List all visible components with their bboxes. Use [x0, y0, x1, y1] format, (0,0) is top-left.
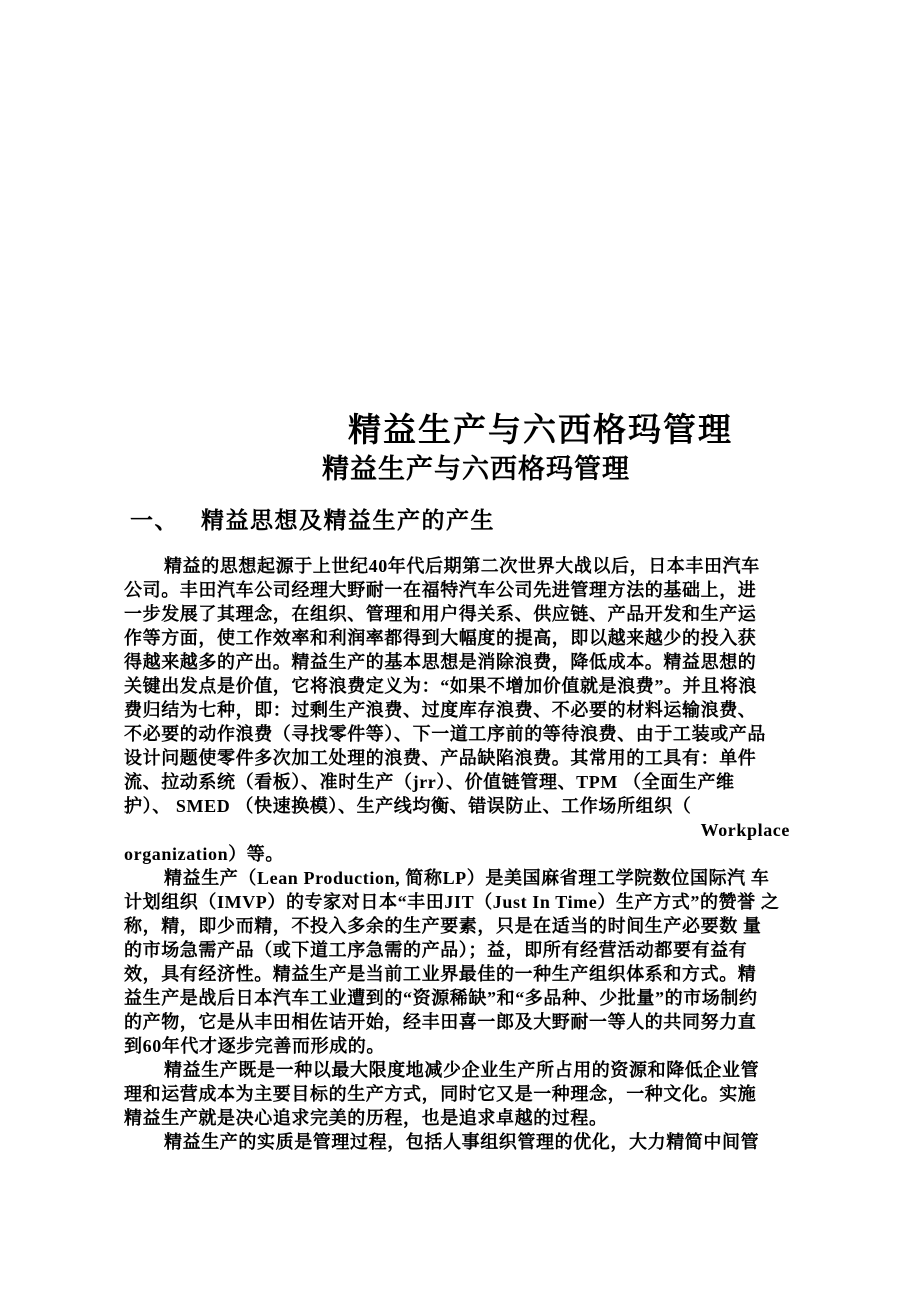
body-line: 护）、 SMED （快速换模）、生产线均衡、错误防止、工作场所组织（	[124, 796, 692, 816]
body-line: 费归结为七种，即：过剩生产浪费、过度库存浪费、不必要的材料运输浪费、	[124, 700, 757, 720]
body-line: 得越来越多的产出。精益生产的基本思想是消除浪费，降低成本。精益思想的	[124, 652, 757, 672]
body-line: 关键出发点是价值，它将浪费定义为：“如果不增加价值就是浪费”。并且将浪	[124, 676, 757, 696]
body-line: Workplace	[700, 820, 790, 840]
body-line: 计划组织（IMVP）的专家对日本“丰田JIT（Just In Time）生产方式”的赞誉 之	[124, 892, 780, 912]
document-body	[124, 554, 790, 1154]
body-line: 精益生产就是决心追求完美的历程，也是追求卓越的过程。	[124, 1108, 608, 1128]
body-line: 精益生产既是一种以最大限度地减少企业生产所占用的资源和降低企业管	[164, 1060, 760, 1080]
body-line: 的市场急需产品（或下道工序急需的产品）；益，即所有经营活动都要有益有	[124, 940, 748, 960]
document-subtitle: 精益生产与六西格玛管理	[322, 454, 630, 484]
body-line: 设计问题使零件多次加工处理的浪费、产品缺陷浪费。其常用的工具有：单件	[124, 748, 757, 768]
body-line: 的产物，它是从丰田相佐诘开始，经丰田喜一郎及大野耐一等人的共同努力直	[124, 1012, 757, 1032]
section-heading-number: 一、	[130, 508, 179, 533]
body-line: 公司。丰田汽车公司经理大野耐一在福特汽车公司先进管理方法的基础上，进	[124, 580, 757, 600]
body-line: 称，精，即少而精，不投入多余的生产要素，只是在适当的时间生产必要数 量	[124, 916, 762, 936]
body-line: 到60年代才逐步完善而形成的。	[124, 1036, 385, 1056]
body-line: 流、拉动系统（看板）、准时生产（jrr）、价值链管理、TPM （全面生产维	[124, 772, 735, 792]
body-line: 精益生产的实质是管理过程，包括人事组织管理的优化，大力精简中间管	[164, 1132, 760, 1152]
document-title: 精益生产与六西格玛管理	[348, 413, 733, 449]
body-line: organization）等。	[124, 844, 284, 864]
section-heading	[130, 506, 495, 536]
section-heading-text: 精益思想及精益生产的产生	[201, 508, 495, 533]
body-line: 益生产是战后日本汽车工业遭到的“资源稀缺”和“多品种、少批量”的市场制约	[124, 988, 758, 1008]
body-line: 不必要的动作浪费（寻找零件等）、下一道工序前的等待浪费、由于工装或产品	[124, 724, 766, 744]
body-line: 精益的思想起源于上世纪40年代后期第二次世界大战以后，日本丰田汽车	[164, 556, 760, 576]
body-line: 效，具有经济性。精益生产是当前工业界最佳的一种生产组织体系和方式。精	[124, 964, 757, 984]
body-line: 一步发展了其理念，在组织、管理和用户得关系、供应链、产品开发和生产运	[124, 604, 757, 624]
body-line: 理和运营成本为主要目标的生产方式，同时它又是一种理念，一种文化。实施	[124, 1084, 757, 1104]
body-line: 作等方面，使工作效率和利润率都得到大幅度的提高，即以越来越少的投入获	[124, 628, 757, 648]
body-line: 精益生产（Lean Production, 简称LP）是美国麻省理工学院数位国际汽 车	[164, 868, 770, 888]
